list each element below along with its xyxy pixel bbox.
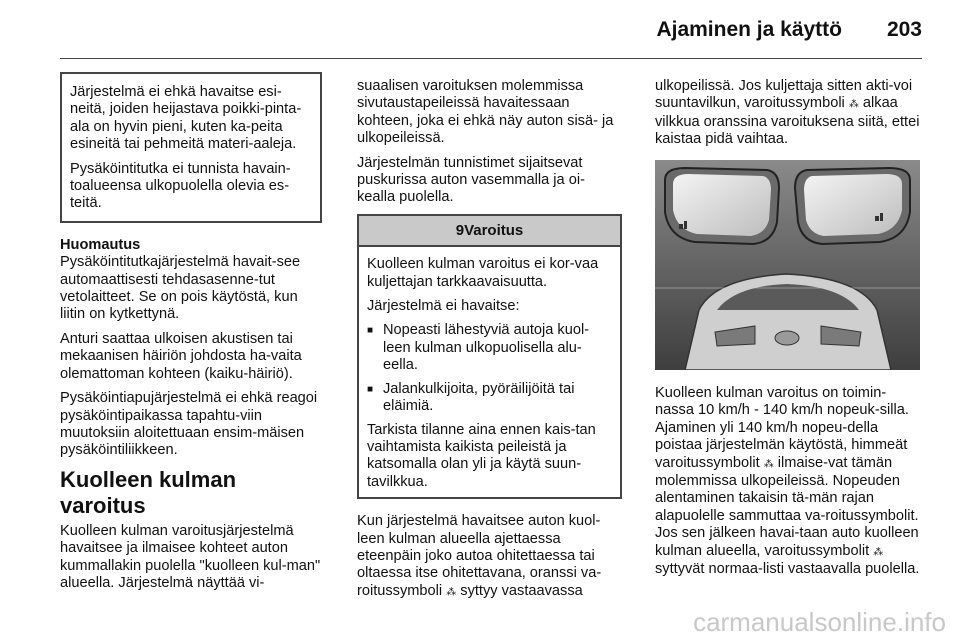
info-box-paragraph-1: Järjestelmä ei ehkä havaitse esi-neitä, joiden heijastava poikki-pinta-ala on hyvin pieni, kuten ka-peita esineitä tai pehmeitä materi-aaleja.	[70, 84, 302, 153]
blind-spot-symbol-icon: ⁂	[763, 458, 774, 470]
warning-triangle-icon: 9	[455, 221, 465, 239]
warning-paragraph-3: Tarkista tilanne aina ennen kais-tan vaihtamista kaikista peileistä ja katsomalla olan yli ja käytä suun-tavilkkua.	[367, 421, 596, 490]
text-run: Kuolleen kulman varoitus on toimin-nassa 10 km/h - 140 km/h nopeuk-silla. Ajaminen yli 140 km/h nopeu-della poistaa järjestelmän käytöstä, himmeät varoitussymbolit	[655, 385, 909, 471]
note-paragraph-2: Anturi saattaa ulkoisen akustisen tai mekaanisen häiriön johdosta ha-vaita olemattoman kohteen (kaiku-häiriö).	[60, 330, 302, 382]
note-paragraph-3: Pysäköintiapujärjestelmä ei ehkä reagoi pysäköintipaikassa tapahtu-viin muutoksiin aloitettuaan ensim-mäisen pysäköintiliikkeen.	[60, 390, 318, 459]
text-run: alkaa vilkkua oranssina varoituksena siitä, ettei kaistaa pidä vaihtaa.	[655, 95, 920, 148]
warning-body	[359, 247, 620, 497]
text-run: syttyvät normaa-listi vastaavalla puolella.	[655, 561, 920, 578]
warning-box	[357, 214, 622, 499]
warning-title: Varoitus	[464, 221, 524, 239]
col2-paragraph-3	[357, 513, 622, 601]
col2-paragraph-1: suaalisen varoituksen molemmissa sivutaustapeileissä havaitessaan kohteen, joka ei ehkä näy auton sisä- ja ulkopeileissä.	[357, 78, 614, 147]
text-run: syttyy vastaavassa	[456, 582, 583, 599]
bullet-square-icon: ■	[367, 383, 374, 395]
bullet-square-icon: ■	[367, 325, 374, 337]
col3-paragraph-1	[655, 78, 923, 149]
mirror-illustration	[655, 160, 920, 370]
column-3	[655, 78, 923, 156]
warning-bullet-1	[367, 322, 612, 374]
warning-header	[359, 216, 620, 247]
warning-bullet-2	[367, 381, 612, 416]
watermark: carmanualsonline.info	[693, 607, 946, 637]
note-title: Huomautus	[60, 236, 141, 253]
column-2	[357, 78, 622, 608]
info-box-paragraph-2: Pysäköintitutka ei tunnista havain-toalueensa ulkopuolella olevia es-teitä.	[70, 160, 291, 212]
header-divider	[60, 58, 922, 59]
note-paragraph-1: Pysäköintitutkajärjestelmä havait-see automaattisesti tehdasasenne-tut vetolaitteet. Se on pois käytöstä, kun liitin on kytkettynä.	[60, 254, 301, 323]
blind-spot-symbol-icon: ⁂	[848, 99, 859, 111]
section-paragraph-1: Kuolleen kulman varoitusjärjestelmä havaitsee ja ilmaisee kohteet auton kummallakin puolella "kuolleen kul-man" alueella. Järjestelmä näyttää vi-	[60, 522, 321, 591]
blind-spot-symbol-icon: ⁂	[446, 586, 457, 598]
info-box	[60, 72, 322, 223]
page-number: 203	[886, 18, 922, 41]
warning-paragraph-2: Järjestelmä ei havaitse:	[367, 298, 520, 315]
warning-bullet-text: Nopeasti lähestyviä autoja kuol-leen kulman ulkopuolisella alu-eella.	[383, 322, 590, 374]
column-1	[60, 72, 322, 599]
blind-spot-symbol-icon: ⁂	[873, 546, 884, 558]
text-run: ilmaise-vat tämän molemmissa ulkopeileissä. Nopeuden alentaminen takaisin tä-män rajan alapuolelle sammuttaa va-roitussymbolit. Jos sen jälkeen havai-taan auto kuolleen kulman alueella, varoitussymbolit	[655, 454, 919, 559]
section-title: Kuolleen kulman varoitus	[60, 466, 237, 518]
text-run: ulkopeilissä. Jos kuljettaja sitten akti-voi suuntavilkun, varoitussymboli	[655, 78, 913, 112]
text-run: Kun järjestelmä havaitsee auton kuol-leen kulman alueella ajettaessa eteenpäin joko autoa ohitettaessa tai oltaessa itse ohitettavana, oranssi va-roitussymboli	[357, 513, 602, 599]
col3-paragraph-2	[655, 385, 923, 578]
column-3-lower	[655, 385, 923, 585]
mirror-illustration-svg	[655, 160, 920, 370]
page-header-title: Ajaminen ja käyttö	[656, 18, 842, 41]
col2-paragraph-2: Järjestelmän tunnistimet sijaitsevat puskurissa auton vasemmalla ja oi-kealla puolella.	[357, 154, 585, 206]
warning-paragraph-1: Kuolleen kulman varoitus ei kor-vaa kuljettajan tarkkaavaisuutta.	[367, 256, 599, 290]
warning-bullet-text: Jalankulkijoita, pyöräilijöitä tai eläimiä.	[383, 380, 575, 415]
